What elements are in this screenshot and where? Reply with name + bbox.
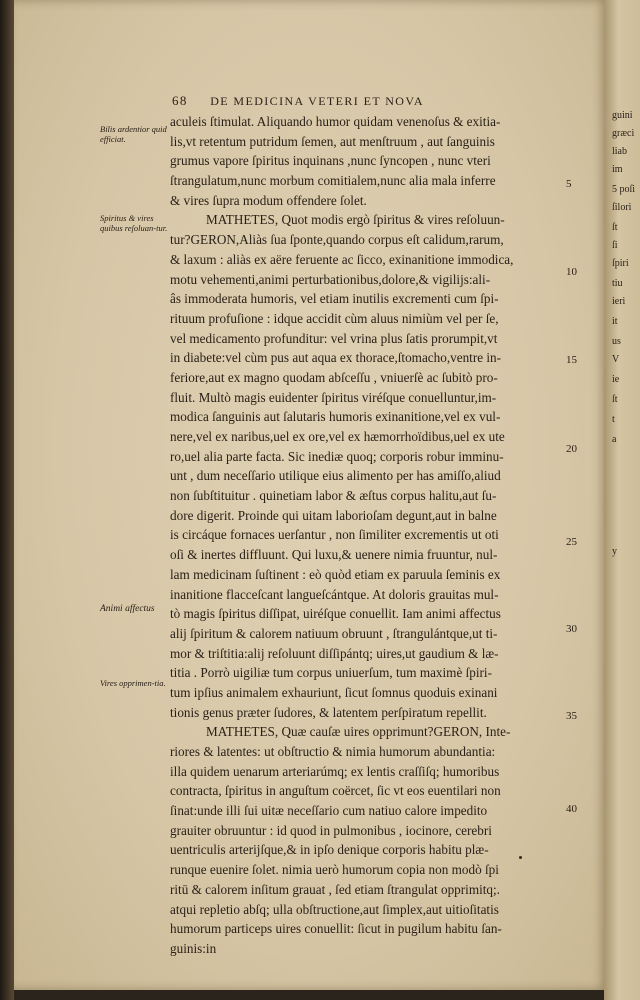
text-line: tò magis ſpiritus diſſipat, uiréſque conuellit. Iam animi affectus	[170, 606, 501, 622]
text-line: unt , dum neceſſario utilique eius alimento per has amiſſo,aliud	[170, 468, 501, 484]
text-line: titia . Porrò uigiliæ tum corpus uniuerſum, tum maximè ſpiri-	[170, 665, 492, 681]
margin-note-spiritus: Spiritus & vires quibus reſoluan-tur.	[100, 213, 168, 233]
facing-page-fragment: ſpiri	[612, 258, 629, 269]
text-line: inanitione flacceſcant langueſcántque. At doloris grauitas mul-	[170, 586, 499, 602]
facing-page-fragment: y	[612, 546, 617, 557]
text-line: âs immoderata humoris, vel etiam inutilis excrementi cum ſpi-	[170, 291, 499, 307]
page-number: 68	[172, 93, 188, 108]
text-line: aculeis ſtimulat. Aliquando humor quidam venenoſus & exitia-	[170, 114, 501, 129]
facing-page-fragment: t	[612, 414, 615, 425]
facing-page-fragment: ſilori	[612, 202, 632, 213]
text-line: alij ſpiritum & calorem natiuum obruunt , ſtrangulántque,ut ti-	[170, 625, 498, 641]
text-line: grauiter obruuntur : id quod in pulmonibus , iocinore, cerebri	[170, 822, 492, 838]
text-line: vel medicamento profunditur: vel vrina plus ſatis prorumpit,vt	[170, 330, 498, 346]
text-line: tum ipſius animalem exhauriunt, ſicut ſomnus quoduis exinani	[170, 684, 498, 700]
margin-note-bilis: Bilis ardentior quid efficiat.	[100, 124, 167, 144]
text-line: uentriculis arterijſque,& in ipſo denique corporis habitu plæ-	[170, 842, 489, 858]
body-text	[170, 112, 562, 959]
text-line: rituum profuſione : idque accidit cùm aluus nimiùm vel per ſe,	[170, 310, 499, 326]
text-line: ro,uel alia parte facta. Sic inediæ quoq; corporis robur imminu-	[170, 448, 504, 464]
text-line: ritū & calorem inſitum grauat , ſed etiam ſtrangulat opprimitq;.	[170, 881, 500, 897]
text-line: is circáque fornaces uerſantur , non ſimiliter excrementis ut oti	[170, 527, 499, 543]
text-line: & vires ſupra modum offendere ſolet.	[170, 192, 367, 208]
text-line: non ſubſtituitur . quinetiam labor & æſtus corpus halitu,aut ſu-	[170, 488, 497, 504]
line-number-30: 30	[566, 623, 577, 635]
text-line: fluit. Multò magis euidenter ſpiritus viréſque conuelluntur,im-	[170, 389, 497, 405]
facing-page-fragment: V	[612, 354, 620, 365]
facing-page-fragment: a	[612, 434, 617, 445]
line-number-20: 20	[566, 443, 577, 455]
text-line: runque euenire ſolet. nimia uerò humorum copia non modò ſpi	[170, 862, 499, 878]
text-line: & laxum : aliàs ex aëre feruente ac ſicco, exinanitione immodica,	[170, 251, 514, 267]
text-line: motu vehementi,animi perturbationibus,dolore,& vigilijs:ali-	[170, 271, 491, 287]
text-line: riores & latentes: ut obſtructio & nimia humorum abundantia:	[170, 744, 496, 759]
facing-page-fragment: us	[612, 336, 621, 347]
text-line: lam medicinam ſuſtinent : eò quòd etiam ex paruula ſeminis ex	[170, 566, 501, 582]
text-line: illa quidem uenarum arteriarúmq; ex lentis craſſiſq; humoribus	[170, 763, 500, 779]
facing-page-fragment: græci	[612, 128, 635, 139]
line-number-40: 40	[566, 803, 577, 815]
text-line: MATHETES, Quot modis ergò ſpiritus & vires reſoluun-	[206, 212, 505, 228]
facing-page-fragment: ieri	[612, 296, 626, 307]
line-number-15: 15	[566, 354, 577, 366]
facing-page-fragment: it	[612, 316, 618, 327]
facing-page-fragment: tiu	[612, 278, 623, 289]
line-number-5: 5	[566, 178, 572, 190]
scan-edge-left	[0, 0, 14, 1000]
text-line: feriore,aut ex magno quodam abſceſſu , vniuerſè ac ſubitò pro-	[170, 369, 498, 385]
text-line: grumus vapore ſpiritus inquinans ,nunc ſyncopen , nunc vteri	[170, 153, 491, 169]
facing-page-fragment: 5 poſi	[612, 184, 636, 195]
text-line: mor & triſtitia:alij reſoluunt diſſipántq; uires,ut gaudium & læ-	[170, 645, 499, 661]
text-line: in diabete:vel cùm pus aut aqua ex thorace,ſtomacho,ventre in-	[170, 350, 502, 366]
text-line: humorum particeps uires conuellit: ſicut in pugilum habitu ſan-	[170, 921, 502, 937]
text-line: oſi & inertes diffluunt. Qui luxu,& uenere nimia fruuntur, nul-	[170, 547, 498, 563]
text-line: guinis:in	[170, 940, 217, 956]
ink-speck	[519, 856, 522, 859]
facing-page-fragment: ſt	[612, 394, 618, 405]
margin-note-animi: Animi affectus	[100, 604, 155, 614]
text-line: ſinat:unde illi ſui uitæ neceſſario cum natiuo calore impedito	[170, 803, 488, 819]
line-number-35: 35	[566, 710, 577, 722]
text-line: nere,vel ex naribus,uel ex ore,vel ex hæmorrhoïdibus,uel ex ute	[170, 429, 505, 444]
line-number-25: 25	[566, 536, 577, 548]
facing-page-fragment: ſi	[612, 240, 618, 251]
facing-page-fragment: im	[612, 164, 623, 175]
text-line: ſtrangulatum,nunc morbum comitialem,nunc alia mala inferre	[170, 173, 496, 189]
running-title: DE MEDICINA VETERI ET NOVA	[210, 94, 424, 108]
margin-note-vires: Vires opprimen-tia.	[100, 678, 166, 688]
text-line: atqui repletio abſq; ulla obſtructione,aut ſimplex,aut uitioſitatis	[170, 901, 499, 917]
running-header	[172, 93, 572, 109]
facing-page-fragment: ie	[612, 374, 620, 385]
text-line: modica ſanguinis aut ſalutaris humoris exinanitione,vel ex vul-	[170, 409, 501, 425]
text-line: tionis genus præter ſudores, & latentem perſpiratum repellit.	[170, 704, 487, 720]
text-line: tur?GERON,Aliàs ſua ſponte,quando corpus eſt calidum,rarum,	[170, 232, 504, 248]
facing-page-fragment: ſt	[612, 222, 618, 233]
text-line: lis,vt retentum putridum ſemen, aut menſtruum , aut ſanguinis	[170, 133, 495, 149]
facing-page-fragment: guini	[612, 110, 633, 121]
line-number-10: 10	[566, 266, 577, 278]
text-line: MATHETES, Quæ cauſæ uires opprimunt?GERON, Inte-	[206, 724, 511, 740]
text-line: contracta, ſpiritus in anguſtum coërcet, ſic vt eos euentilari non	[170, 783, 501, 799]
text-line: dore digerit. Proinde qui uitam laborioſam degunt,aut in balne	[170, 507, 497, 523]
facing-page-fragment: liab	[612, 146, 627, 157]
